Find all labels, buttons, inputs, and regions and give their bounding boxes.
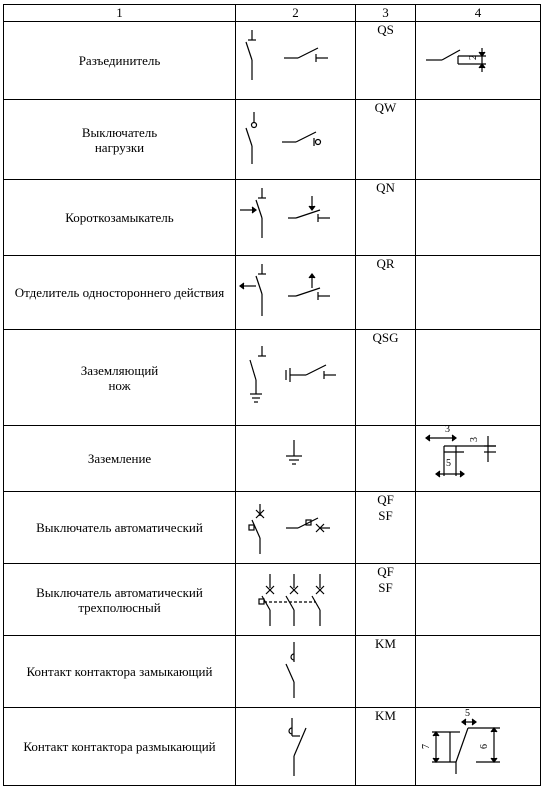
- symbols-table: [3, 4, 541, 786]
- row-code: QF SF: [356, 492, 416, 564]
- header-row: [4, 5, 541, 22]
- col-header-2: 2: [236, 5, 356, 22]
- table-row: [4, 100, 541, 180]
- disconnector-dimension-symbol: [416, 22, 541, 100]
- dim-label: 6: [479, 744, 490, 749]
- table-row: [4, 564, 541, 636]
- col-header-1: 1: [4, 5, 236, 22]
- table-row: [4, 492, 541, 564]
- row-name: Отделитель одностороннего действия: [4, 256, 236, 330]
- row-name: Выключатель автоматический трехполюсный: [4, 564, 236, 636]
- row-code: QF SF: [356, 564, 416, 636]
- short-circuiter-symbol: [236, 180, 356, 256]
- one-way-separator-symbol: [236, 256, 356, 330]
- grounding-symbol: [236, 426, 356, 492]
- dim-label: 5: [446, 458, 451, 469]
- row-name: Контакт контактора замыкающий: [4, 636, 236, 708]
- three-pole-circuit-breaker-symbol: [236, 564, 356, 636]
- contactor-make-contact-symbol: [236, 636, 356, 708]
- row-name: Выключатель автоматический: [4, 492, 236, 564]
- row-name: Заземление: [4, 426, 236, 492]
- dim-label: 2: [468, 55, 479, 60]
- row-name: Заземляющий нож: [4, 330, 236, 426]
- table-row: [4, 256, 541, 330]
- earthing-switch-symbol: [236, 330, 356, 426]
- dim-label: 5: [465, 708, 470, 719]
- dim-label: 7: [421, 744, 432, 749]
- break-contact-dimension-symbol: [416, 708, 541, 786]
- row-name: Разъединитель: [4, 22, 236, 100]
- table-row: [4, 330, 541, 426]
- table-row: [4, 426, 541, 492]
- contactor-break-contact-symbol: [236, 708, 356, 786]
- row-code: [356, 426, 416, 492]
- load-switch-symbol: [236, 100, 356, 180]
- row-code: QS: [356, 22, 416, 100]
- col-header-3: 3: [356, 5, 416, 22]
- row-code: KM: [356, 708, 416, 786]
- table-row: [4, 636, 541, 708]
- row-name: Выключатель нагрузки: [4, 100, 236, 180]
- row-code: QW: [356, 100, 416, 180]
- row-code: QN: [356, 180, 416, 256]
- table-row: [4, 180, 541, 256]
- dim-label: 3: [469, 437, 480, 442]
- dim-label: 3: [445, 424, 450, 435]
- disconnector-symbol: [236, 22, 356, 100]
- circuit-breaker-symbol: [236, 492, 356, 564]
- row-name: Контакт контактора размыкающий: [4, 708, 236, 786]
- row-code: QR: [356, 256, 416, 330]
- col-header-4: 4: [416, 5, 541, 22]
- row-code: KM: [356, 636, 416, 708]
- table-row: [4, 22, 541, 100]
- grounding-dimension-symbol: [416, 426, 541, 492]
- row-name: Короткозамыкатель: [4, 180, 236, 256]
- row-code: QSG: [356, 330, 416, 426]
- table-row: [4, 708, 541, 786]
